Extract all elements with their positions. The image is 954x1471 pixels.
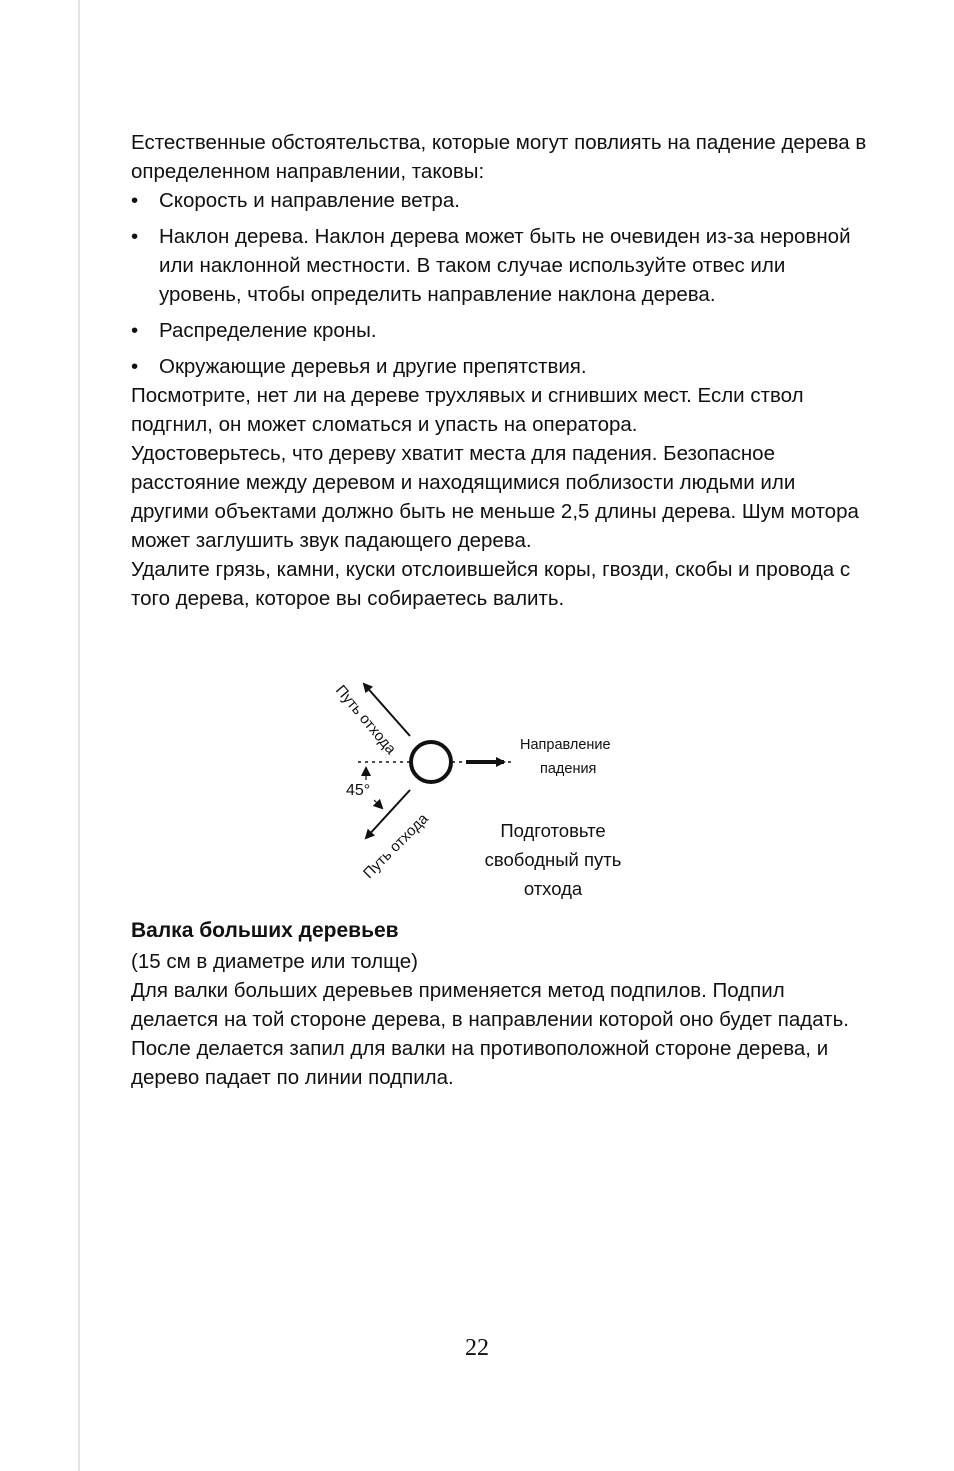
factor-item-crown: • Распределение кроны. bbox=[131, 316, 871, 345]
factor-item-obstacles: • Окружающие деревья и другие препятствия. bbox=[131, 352, 871, 381]
scan-edge-line bbox=[78, 0, 80, 1471]
fall-direction-label-line2: падения bbox=[540, 761, 597, 777]
retreat-path-label-lower: Путь отхода bbox=[360, 810, 432, 883]
factor-item-tilt: • Наклон дерева. Наклон дерева может быть не очевиден из-за неровной или наклонной местности. В таком случае используйте отвес или уровень, чтобы определить направление наклона дерева. bbox=[131, 222, 871, 309]
factor-list bbox=[131, 186, 871, 381]
diagram-caption bbox=[458, 816, 648, 903]
section-body: Для валки больших деревьев применяется метод подпилов. Подпил делается на той стороне дерева, в направлении которой оно будет падать. После делается запил для валки на противоположной стороне дерева, и дерево падает по линии подпила. bbox=[131, 979, 849, 1089]
retreat-path-diagram bbox=[330, 640, 660, 905]
tree-trunk-circle bbox=[411, 742, 451, 782]
intro-paragraph: Естественные обстоятельства, которые могут повлиять на падение дерева в определенном направлении, таковы: bbox=[131, 131, 867, 183]
caption-line-3: отхода bbox=[523, 878, 583, 899]
clean-tree-paragraph: Удалите грязь, камни, куски отслоившейся коры, гвозди, скобы и провода с того дерева, которое вы собираетесь валить. bbox=[131, 558, 851, 610]
caption-line-1: Подготовьте bbox=[500, 820, 606, 841]
angle-label: 45° bbox=[346, 782, 371, 799]
page-body bbox=[131, 128, 871, 613]
section-subheading: (15 см в диаметре или толще) bbox=[131, 950, 418, 973]
rot-check-paragraph: Посмотрите, нет ли на дереве трухлявых и сгнивших мест. Если ствол подгнил, он может сломаться и упасть на оператора. bbox=[131, 384, 804, 436]
felling-large-trees-section bbox=[131, 915, 871, 1092]
retreat-path-label-upper: Путь отхода bbox=[331, 682, 400, 758]
safe-distance-paragraph: Удостоверьтесь, что дереву хватит места для падения. Безопасное расстояние между деревом и находящимися поблизости людьми или другими объектами должно быть не меньше 2,5 длины дерева. Шум мотора может заглушить звук падающего дерева. bbox=[131, 442, 859, 552]
caption-line-2: свободный путь bbox=[484, 849, 622, 870]
factor-item-wind: • Скорость и направление ветра. bbox=[131, 186, 871, 215]
page-number: 22 bbox=[465, 1335, 489, 1361]
section-heading: Валка больших деревьев bbox=[131, 919, 399, 942]
angle-marker-diagonal bbox=[374, 800, 382, 808]
fall-direction-label-line1: Направление bbox=[520, 737, 611, 753]
